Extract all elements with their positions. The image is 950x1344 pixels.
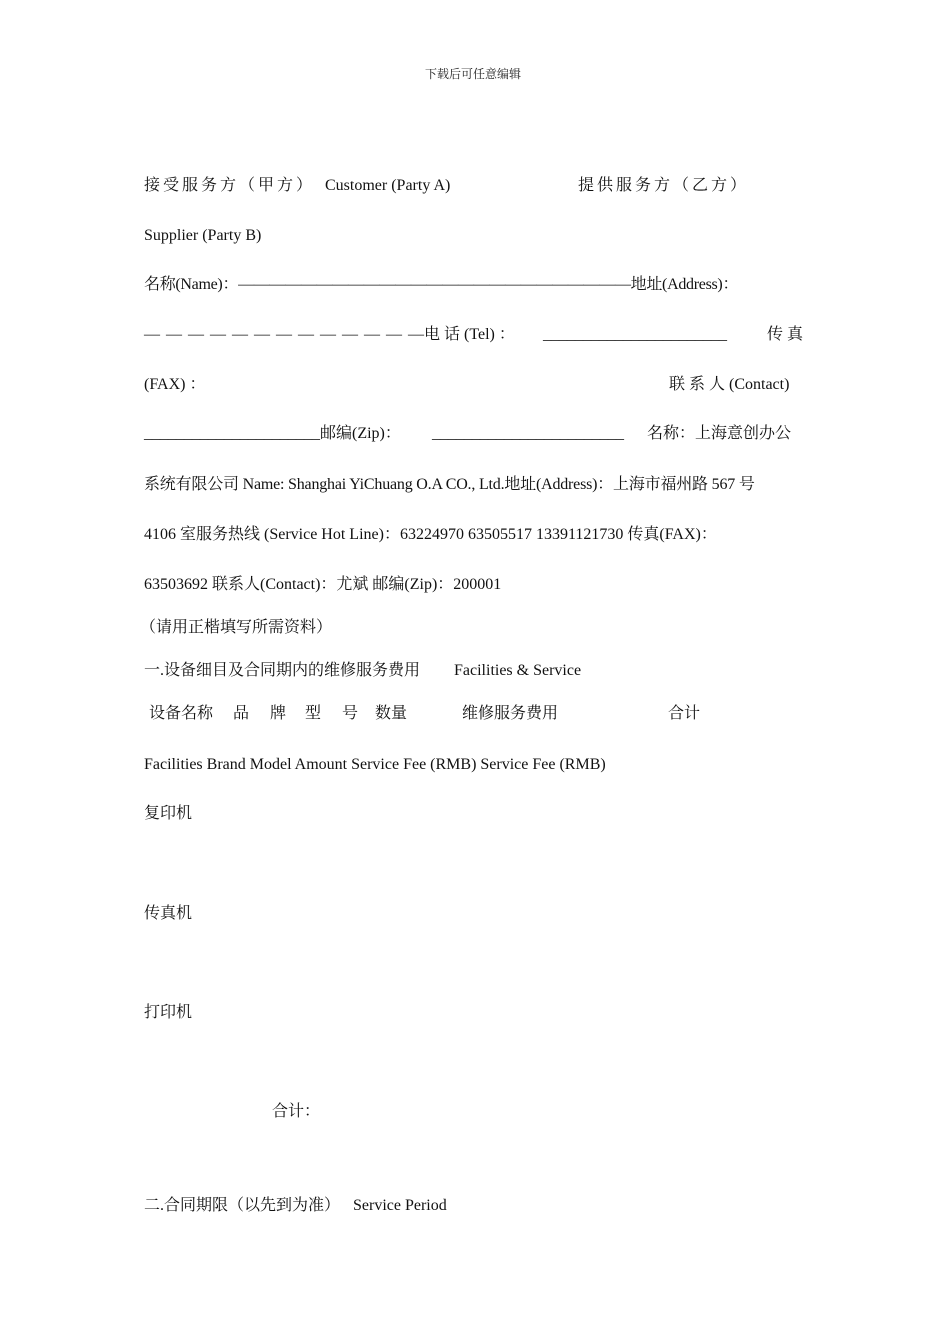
- supplier-contact: 63503692 联系人(Contact)：尤斌 邮编(Zip)：200001: [144, 576, 502, 593]
- page-header: 下载后可任意编辑: [425, 67, 522, 81]
- fax-label: 传 真: [767, 326, 804, 343]
- tel-field: _______________________: [543, 326, 727, 343]
- party-b-en-label: Supplier (Party B): [144, 227, 262, 244]
- party-b-label: 提供服务方（乙方）: [578, 177, 750, 194]
- section2-title-en: Service Period: [353, 1197, 447, 1214]
- party-a-label: 接受服务方（甲方）: [144, 177, 316, 194]
- supplier-name-label: 名称：上海意创办公: [647, 425, 792, 442]
- header-amount: 数量: [375, 705, 408, 722]
- header-brand-1: 品: [233, 705, 250, 722]
- header-model-1: 型: [305, 705, 322, 722]
- header-brand-2: 牌: [270, 705, 287, 722]
- header-facilities: 设备名称: [149, 705, 214, 722]
- zip-line: ______________________邮编(Zip)：: [144, 425, 401, 442]
- zip-field: ________________________: [432, 425, 624, 442]
- row-fax: 传真机: [144, 905, 193, 922]
- section1-title: 一.设备细目及合同期内的维修服务费用: [144, 662, 421, 679]
- tel-label: 电 话 (Tel) ：: [424, 326, 515, 343]
- section1-title-en: Facilities & Service: [454, 662, 582, 679]
- party-a-en-label: Customer (Party A): [325, 177, 451, 194]
- header-service-fee: 维修服务费用: [462, 705, 559, 722]
- total-label: 合计：: [272, 1103, 321, 1120]
- fill-note: （请用正楷填写所需资料）: [140, 619, 333, 636]
- fax-label-en: (FAX) ：: [144, 376, 206, 393]
- header-total: 合计: [668, 705, 701, 722]
- contact-label: 联 系 人 (Contact): [669, 376, 790, 393]
- supplier-hotline: 4106 室服务热线 (Service Hot Line)：63224970 63505517 13391121730 传真(FAX)：: [144, 526, 717, 543]
- header-model-2: 号: [342, 705, 359, 722]
- header-english: Facilities Brand Model Amount Service Fee (RMB) Service Fee (RMB): [144, 756, 606, 773]
- dash-line: — — — — — — — — — — — — —: [144, 326, 424, 343]
- row-printer: 打印机: [144, 1004, 193, 1021]
- row-copier: 复印机: [144, 805, 193, 822]
- section2-title: 二.合同期限（以先到为准）: [144, 1197, 341, 1214]
- supplier-name-address: 系统有限公司 Name: Shanghai YiChuang O.A CO., Ltd.地址(Address)：上海市福州路 567 号: [144, 476, 755, 493]
- name-address-line: 名称(Name)：—————————————————————————地址(Address)：: [144, 276, 739, 293]
